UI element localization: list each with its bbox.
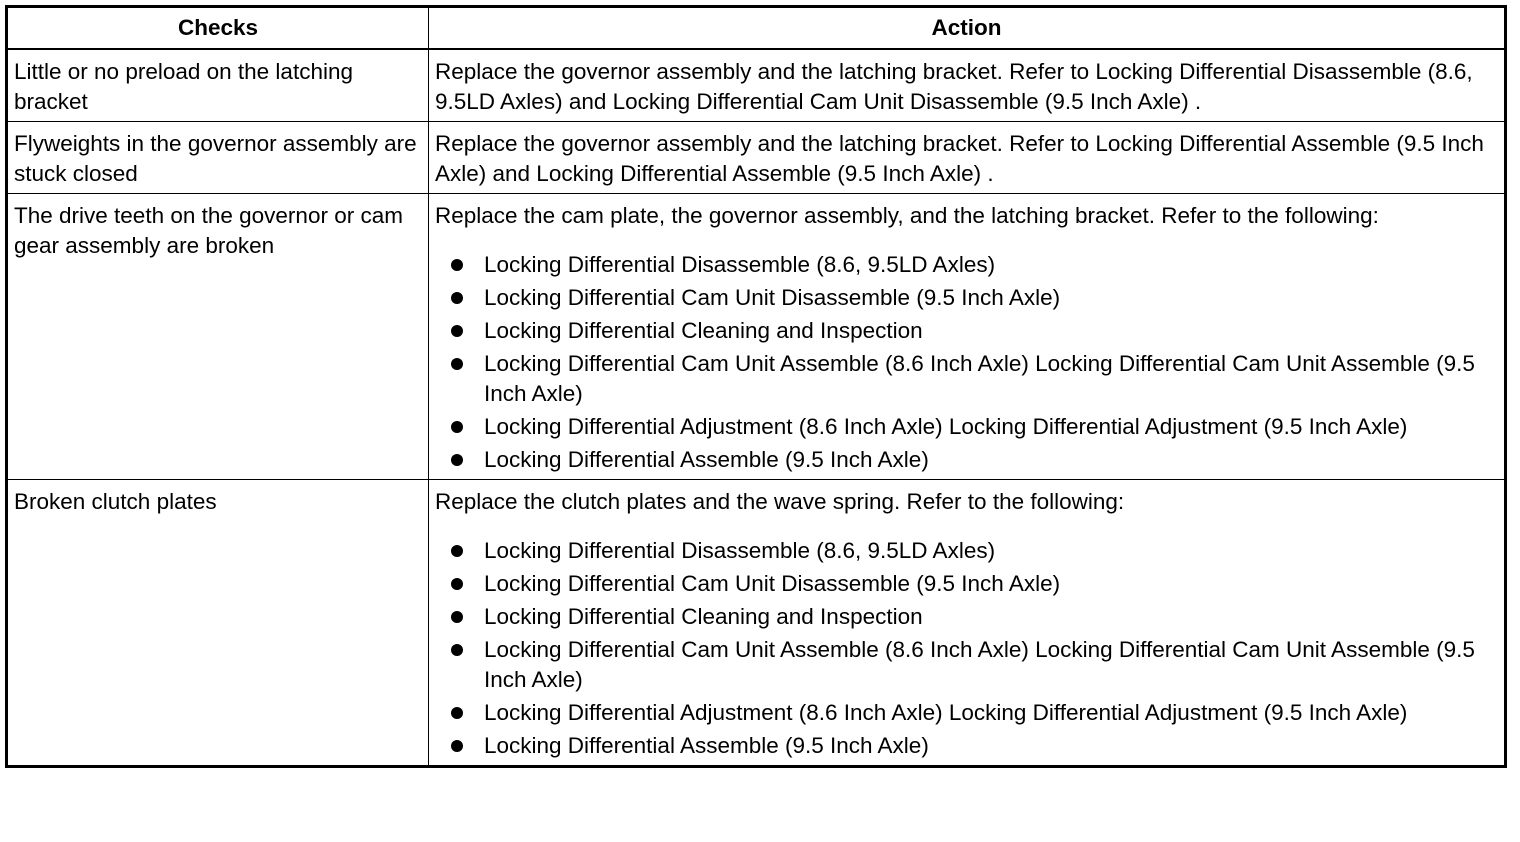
bullet-icon	[451, 358, 463, 370]
reference-text: Locking Differential Disassemble (8.6, 9.5LD Axles)	[484, 538, 996, 563]
check-cell: The drive teeth on the governor or cam gear assembly are broken	[7, 194, 429, 480]
checks-header: Checks	[7, 7, 429, 50]
reference-text: Locking Differential Cam Unit Disassemble (9.5 Inch Axle)	[484, 571, 1061, 596]
bullet-icon	[451, 259, 463, 271]
action-text: Replace the governor assembly and the latching bracket. Refer to Locking Differential Assemble (9.5 Inch Axle) and Locking Differential Assemble (9.5 Inch Axle) .	[435, 131, 1484, 186]
reference-text: Locking Differential Adjustment (8.6 Inch Axle) Locking Differential Adjustment (9.5 Inch Axle)	[484, 414, 1408, 439]
check-cell: Little or no preload on the latching bracket	[7, 49, 429, 122]
bullet-icon	[451, 292, 463, 304]
bullet-icon	[451, 611, 463, 623]
reference-item	[435, 698, 1498, 728]
reference-item	[435, 602, 1498, 632]
table-row	[7, 480, 1506, 767]
action-text: Replace the cam plate, the governor assembly, and the latching bracket. Refer to the following:	[435, 203, 1379, 228]
bullet-icon	[451, 707, 463, 719]
action-header: Action	[429, 7, 1506, 50]
action-text: Replace the clutch plates and the wave spring. Refer to the following:	[435, 489, 1125, 514]
bullet-icon	[451, 545, 463, 557]
header-row	[7, 7, 1506, 50]
action-cell	[429, 122, 1506, 194]
reference-item	[435, 250, 1498, 280]
reference-text: Locking Differential Assemble (9.5 Inch Axle)	[484, 447, 929, 472]
reference-item	[435, 412, 1498, 442]
reference-item	[435, 731, 1498, 761]
reference-item	[435, 569, 1498, 599]
action-cell	[429, 49, 1506, 122]
reference-item	[435, 445, 1498, 475]
reference-text: Locking Differential Cam Unit Disassemble (9.5 Inch Axle)	[484, 285, 1061, 310]
reference-list	[435, 250, 1498, 475]
reference-item	[435, 536, 1498, 566]
bullet-icon	[451, 644, 463, 656]
bullet-icon	[451, 740, 463, 752]
reference-item	[435, 635, 1498, 695]
table-row	[7, 122, 1506, 194]
bullet-icon	[451, 325, 463, 337]
reference-text: Locking Differential Assemble (9.5 Inch Axle)	[484, 733, 929, 758]
reference-text: Locking Differential Cleaning and Inspection	[484, 604, 923, 629]
table-row	[7, 194, 1506, 480]
bullet-icon	[451, 421, 463, 433]
bullet-icon	[451, 454, 463, 466]
action-cell	[429, 480, 1506, 767]
reference-list	[435, 536, 1498, 761]
reference-text: Locking Differential Disassemble (8.6, 9.5LD Axles)	[484, 252, 996, 277]
table-row	[7, 49, 1506, 122]
bullet-icon	[451, 578, 463, 590]
reference-text: Locking Differential Cam Unit Assemble (8.6 Inch Axle) Locking Differential Cam Unit Assemble (9.5 Inch Axle)	[484, 351, 1475, 406]
reference-text: Locking Differential Adjustment (8.6 Inch Axle) Locking Differential Adjustment (9.5 Inch Axle)	[484, 700, 1408, 725]
reference-text: Locking Differential Cleaning and Inspection	[484, 318, 923, 343]
check-cell: Broken clutch plates	[7, 480, 429, 767]
check-cell: Flyweights in the governor assembly are stuck closed	[7, 122, 429, 194]
reference-item	[435, 349, 1498, 409]
reference-item	[435, 283, 1498, 313]
reference-item	[435, 316, 1498, 346]
action-text: Replace the governor assembly and the latching bracket. Refer to Locking Differential Disassemble (8.6, 9.5LD Axles) and Locking Differential Cam Unit Disassemble (9.5 Inch Axle) .	[435, 59, 1473, 114]
reference-text: Locking Differential Cam Unit Assemble (8.6 Inch Axle) Locking Differential Cam Unit Assemble (9.5 Inch Axle)	[484, 637, 1475, 692]
diagnostic-table	[5, 5, 1507, 768]
action-cell	[429, 194, 1506, 480]
